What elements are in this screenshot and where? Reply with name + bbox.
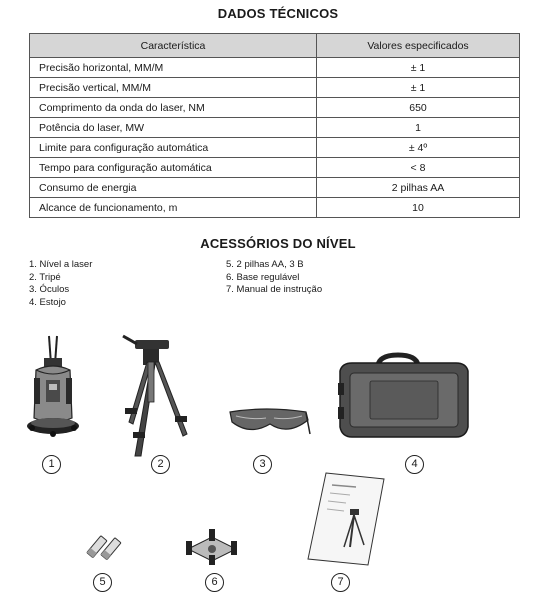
callout-number: 2 [151,455,170,474]
callout-number: 5 [93,573,112,592]
table-row [30,178,520,198]
list-item: 7. Manual de instrução [226,284,323,295]
row-label: Alcance de funcionamento, m [30,198,317,218]
spec-table [29,33,520,218]
spec-title: DADOS TÉCNICOS [217,6,339,21]
callout-number: 7 [331,573,350,592]
callout-number: 6 [205,573,224,592]
tripod-illustration [111,332,195,460]
laser-level-illustration [26,334,86,440]
row-label: Potência do laser, MW [30,118,317,138]
row-label: Tempo para configuração automática [30,158,317,178]
callout-number: 1 [42,455,61,474]
row-value: ± 1 [317,78,520,98]
table-row [30,118,520,138]
spec-table-header [30,34,520,58]
carrying-case-illustration [336,353,472,443]
row-label: Precisão horizontal, MM/M [30,58,317,78]
list-item: 3. Óculos [29,284,70,295]
table-row [30,198,520,218]
row-value: 650 [317,98,520,118]
table-row [30,158,520,178]
table-row [30,58,520,78]
instruction-manual-illustration [306,471,386,567]
accessories-list-left [29,259,92,309]
list-item: 4. Estojo [29,296,66,308]
header-characteristic: Característica [30,34,317,58]
list-item: 6. Base regulável [226,271,300,283]
header-values: Valores especificados [317,34,520,58]
row-label: Precisão vertical, MM/M [30,78,317,98]
table-row [30,78,520,98]
list-item: 1. Nível a laser [29,259,93,270]
row-value: 2 pilhas AA [317,178,520,198]
list-item: 2. Tripé [29,271,61,283]
adjustable-base-illustration [182,525,240,565]
table-row [30,138,520,158]
safety-glasses-illustration [226,404,312,440]
accessories-title: ACESSÓRIOS DO NÍVEL [200,236,356,251]
row-value: ± 1 [317,58,520,78]
row-value: 1 [317,118,520,138]
list-item: 5. 2 pilhas AA, 3 B [226,259,304,270]
accessories-list-right [226,259,322,297]
row-label: Limite para configuração automática [30,138,317,158]
row-label: Consumo de energia [30,178,317,198]
row-label: Comprimento da onda do laser, NM [30,98,317,118]
table-row [30,98,520,118]
batteries-illustration [85,534,121,564]
callout-number: 3 [253,455,272,474]
row-value: < 8 [317,158,520,178]
row-value: ± 4º [317,138,520,158]
row-value: 10 [317,198,520,218]
callout-number: 4 [405,455,424,474]
